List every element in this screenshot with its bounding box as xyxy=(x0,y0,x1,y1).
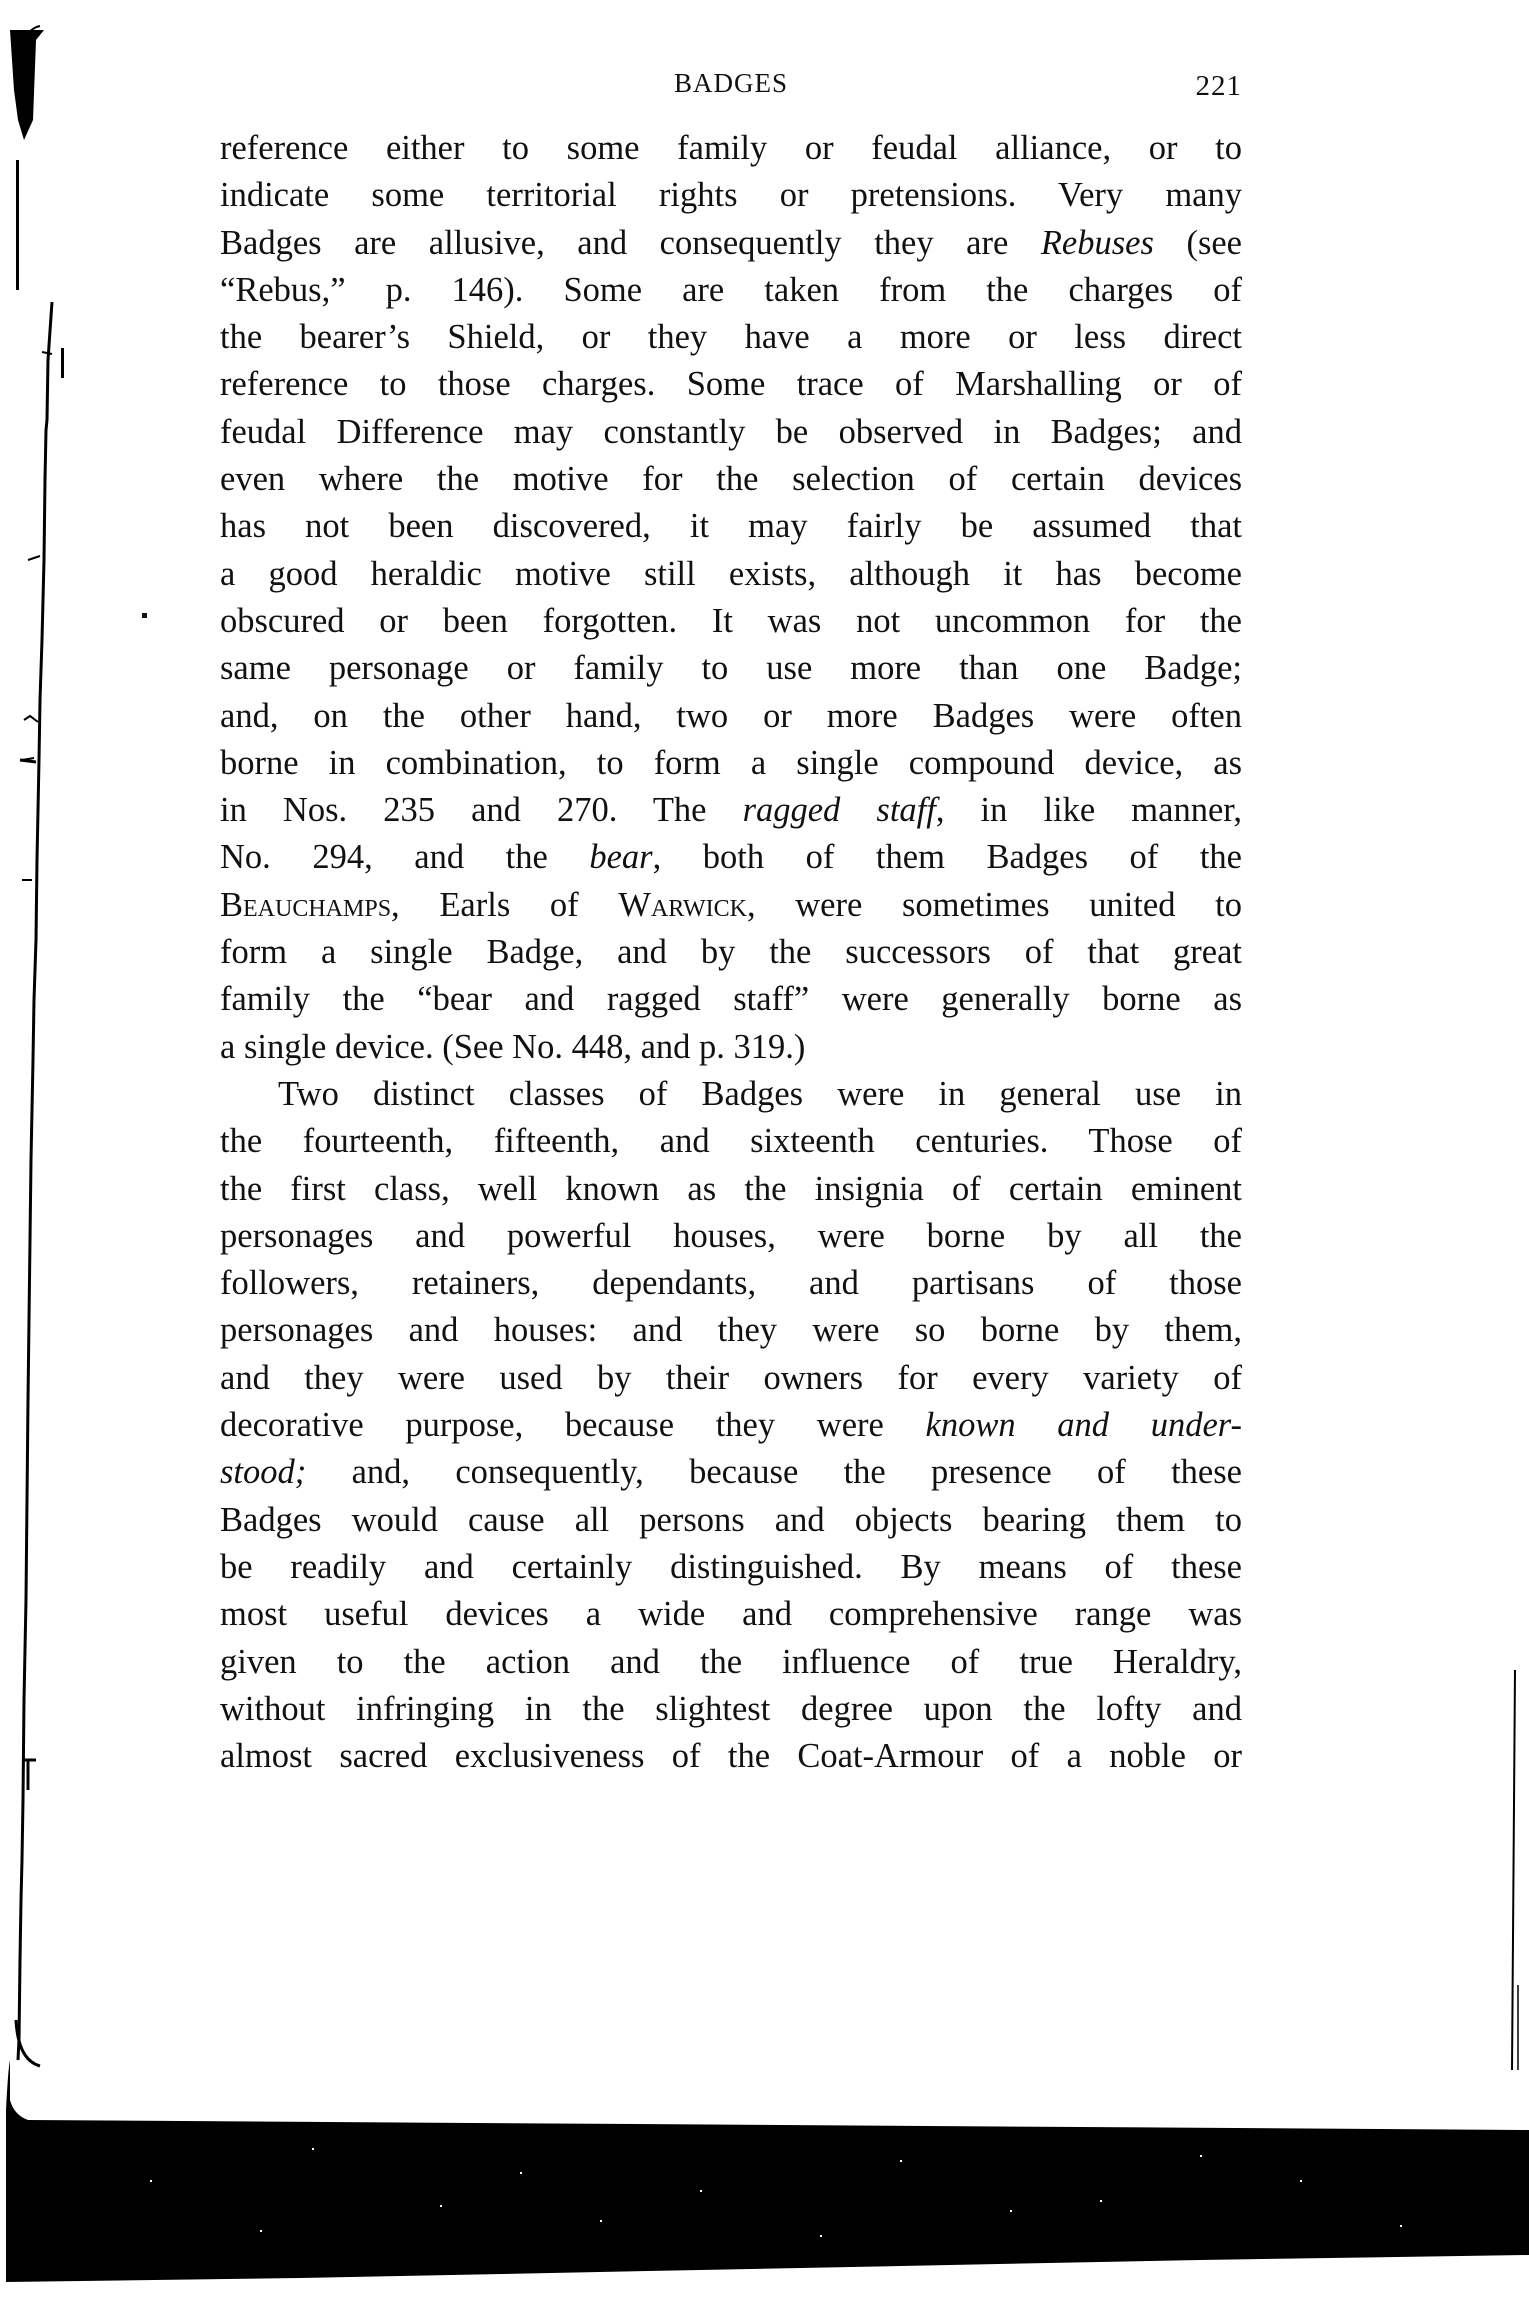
running-header xyxy=(220,62,1242,102)
line-text: No. 294, and the xyxy=(220,838,590,877)
text-line xyxy=(220,976,1242,1023)
italic-text: stood; xyxy=(220,1453,307,1492)
line-text: and, consequently, because the presence of these xyxy=(306,1453,1242,1492)
text-line xyxy=(220,1024,1242,1071)
text-line xyxy=(220,503,1242,550)
text-line xyxy=(220,1213,1242,1260)
text-line xyxy=(220,1260,1242,1307)
text-line xyxy=(220,598,1242,645)
line-text: Badges would cause all persons and objects bearing them to xyxy=(220,1500,1242,1539)
scan-shadow-band xyxy=(0,2060,1529,2290)
text-line xyxy=(220,1544,1242,1591)
text-line xyxy=(220,645,1242,692)
line-text: the fourteenth, fifteenth, and sixteenth centuries. Those of xyxy=(220,1122,1242,1161)
line-text: personages and powerful houses, were borne by all the xyxy=(220,1216,1242,1255)
ink-speck xyxy=(142,613,147,618)
italic-text: Rebuses xyxy=(1040,223,1154,262)
line-text: given to the action and the influence of true Heraldry, xyxy=(220,1642,1242,1681)
scan-edge-right-artifact xyxy=(1490,1660,1529,2080)
line-text: , were sometimes united to xyxy=(746,885,1242,924)
line-text: feudal Difference may constantly be observed in Badges; and xyxy=(220,412,1242,451)
line-text: the bearer’s Shield, or they have a more or less direct xyxy=(220,318,1242,357)
text-line xyxy=(220,1118,1242,1165)
line-text: form a single Badge, and by the successors of that great xyxy=(220,933,1242,972)
text-line xyxy=(220,1355,1242,1402)
line-text: obscured or been forgotten. It was not uncommon for the xyxy=(220,601,1242,640)
text-line xyxy=(220,740,1242,787)
text-line xyxy=(220,1449,1242,1496)
line-text: almost sacred exclusiveness of the Coat-Armour of a noble or xyxy=(220,1737,1242,1776)
line-text: reference to those charges. Some trace of Marshalling or of xyxy=(220,365,1242,404)
line-text: “Rebus,” p. 146). Some are taken from the charges of xyxy=(220,270,1242,309)
line-text: , both of them Badges of the xyxy=(652,838,1242,877)
smallcaps-text: Warwick xyxy=(618,885,747,924)
line-text: , in like manner, xyxy=(935,791,1242,830)
text-line xyxy=(220,693,1242,740)
text-line xyxy=(220,929,1242,976)
text-line xyxy=(220,361,1242,408)
smallcaps-text: Beauchamps xyxy=(220,885,392,924)
text-line xyxy=(220,1071,1242,1118)
text-line xyxy=(220,787,1242,834)
text-line xyxy=(220,1307,1242,1354)
italic-text: known and under- xyxy=(925,1406,1242,1445)
line-text: Badges are allusive, and consequently they are xyxy=(220,223,1041,262)
line-text: a good heraldic motive still exists, although it has become xyxy=(220,554,1242,593)
text-line xyxy=(220,882,1242,929)
line-text: most useful devices a wide and comprehensive range was xyxy=(220,1595,1242,1634)
text-line xyxy=(220,1686,1242,1733)
text-line xyxy=(220,1591,1242,1638)
line-text: followers, retainers, dependants, and partisans of those xyxy=(220,1264,1242,1303)
line-text: and, on the other hand, two or more Badges were often xyxy=(220,696,1242,735)
line-text: the first class, well known as the insignia of certain eminent xyxy=(220,1169,1242,1208)
text-line xyxy=(220,1166,1242,1213)
text-line xyxy=(220,1639,1242,1686)
italic-text: ragged staff xyxy=(742,791,936,830)
running-title: BADGES xyxy=(673,68,788,98)
text-line xyxy=(220,409,1242,456)
text-line xyxy=(220,125,1242,172)
line-text: reference either to some family or feudal alliance, or to xyxy=(220,129,1242,167)
line-text: , Earls of xyxy=(391,885,619,924)
text-line xyxy=(220,1733,1242,1780)
line-text: Two distinct classes of Badges were in general use in xyxy=(278,1074,1242,1113)
line-text: a single device. (See No. 448, and p. 319.) xyxy=(220,1027,806,1066)
page-number: 221 xyxy=(1195,70,1242,102)
text-line xyxy=(220,1402,1242,1449)
line-text: personages and houses: and they were so borne by them, xyxy=(220,1311,1242,1350)
text-line xyxy=(220,267,1242,314)
italic-text: bear xyxy=(589,838,653,877)
line-text: and they were used by their owners for every variety of xyxy=(220,1358,1242,1397)
line-text: (see xyxy=(1153,223,1242,262)
line-text: without infringing in the slightest degree upon the lofty and xyxy=(220,1689,1242,1728)
line-text: be readily and certainly distinguished. By means of these xyxy=(220,1547,1242,1586)
text-line xyxy=(220,1497,1242,1544)
text-line xyxy=(220,220,1242,267)
text-line xyxy=(220,314,1242,361)
line-text: even where the motive for the selection of certain devices xyxy=(220,460,1242,499)
line-text: family the “bear and ragged staff” were generally borne as xyxy=(220,980,1242,1019)
text-line xyxy=(220,172,1242,219)
line-text: in Nos. 235 and 270. The xyxy=(220,791,743,830)
line-text: indicate some territorial rights or pretensions. Very many xyxy=(220,176,1242,215)
line-text: decorative purpose, because they were xyxy=(220,1406,926,1445)
text-line xyxy=(220,456,1242,503)
text-line xyxy=(220,834,1242,881)
line-text: borne in combination, to form a single compound device, as xyxy=(220,743,1242,782)
body-text xyxy=(220,125,1242,1780)
line-text: has not been discovered, it may fairly be assumed that xyxy=(220,507,1242,546)
line-text: same personage or family to use more than one Badge; xyxy=(220,649,1242,688)
text-line xyxy=(220,551,1242,598)
scan-edge-left-artifact xyxy=(0,0,120,2317)
